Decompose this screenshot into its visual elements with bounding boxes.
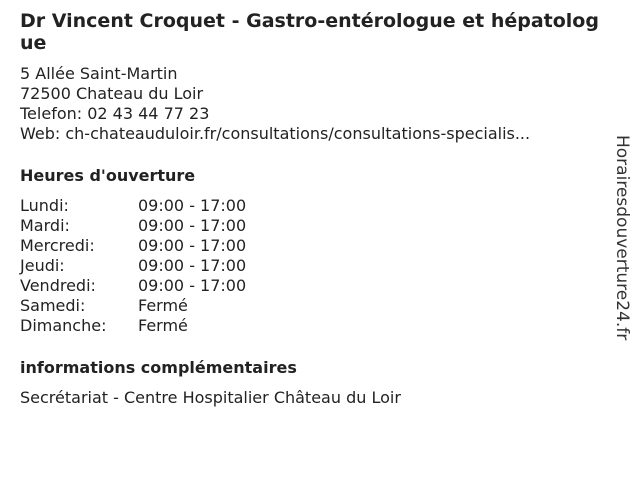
- time-value: Fermé: [138, 316, 188, 335]
- time-value: 09:00 - 17:00: [138, 276, 247, 295]
- day-label: Vendredi:: [20, 276, 96, 295]
- time-value: 09:00 - 17:00: [138, 256, 247, 275]
- additional-info-text: Secrétariat - Centre Hospitalier Château du Loir: [20, 388, 401, 407]
- phone-number: Telefon: 02 43 44 77 23: [20, 104, 210, 123]
- website-link[interactable]: Web: ch-chateauduloir.fr/consultations/consultations-specialis...: [20, 124, 531, 143]
- page-title: Dr Vincent Croquet - Gastro-entérologue et hépatologue: [20, 10, 599, 54]
- day-label: Samedi:: [20, 296, 86, 315]
- site-watermark: Horairesdouverture24.fr: [612, 135, 632, 341]
- hours-row-saturday: [20, 296, 610, 316]
- time-value: 09:00 - 17:00: [138, 196, 247, 215]
- hours-row-sunday: [20, 316, 610, 336]
- hours-row-tuesday: [20, 216, 610, 236]
- hours-row-friday: [20, 276, 610, 296]
- opening-hours-table: [20, 196, 610, 336]
- day-label: Lundi:: [20, 196, 69, 215]
- day-label: Mercredi:: [20, 236, 95, 255]
- hours-row-wednesday: [20, 236, 610, 256]
- additional-info-heading: informations complémentaires: [20, 358, 297, 377]
- day-label: Dimanche:: [20, 316, 107, 335]
- time-value: 09:00 - 17:00: [138, 216, 247, 235]
- address-block: [20, 64, 610, 144]
- opening-hours-heading: Heures d'ouverture: [20, 166, 196, 185]
- day-label: Mardi:: [20, 216, 70, 235]
- hours-row-thursday: [20, 256, 610, 276]
- day-label: Jeudi:: [20, 256, 65, 275]
- time-value: 09:00 - 17:00: [138, 236, 247, 255]
- city-address: 72500 Chateau du Loir: [20, 84, 204, 103]
- street-address: 5 Allée Saint-Martin: [20, 64, 178, 83]
- hours-row-monday: [20, 196, 610, 216]
- time-value: Fermé: [138, 296, 188, 315]
- main-content: [20, 10, 610, 408]
